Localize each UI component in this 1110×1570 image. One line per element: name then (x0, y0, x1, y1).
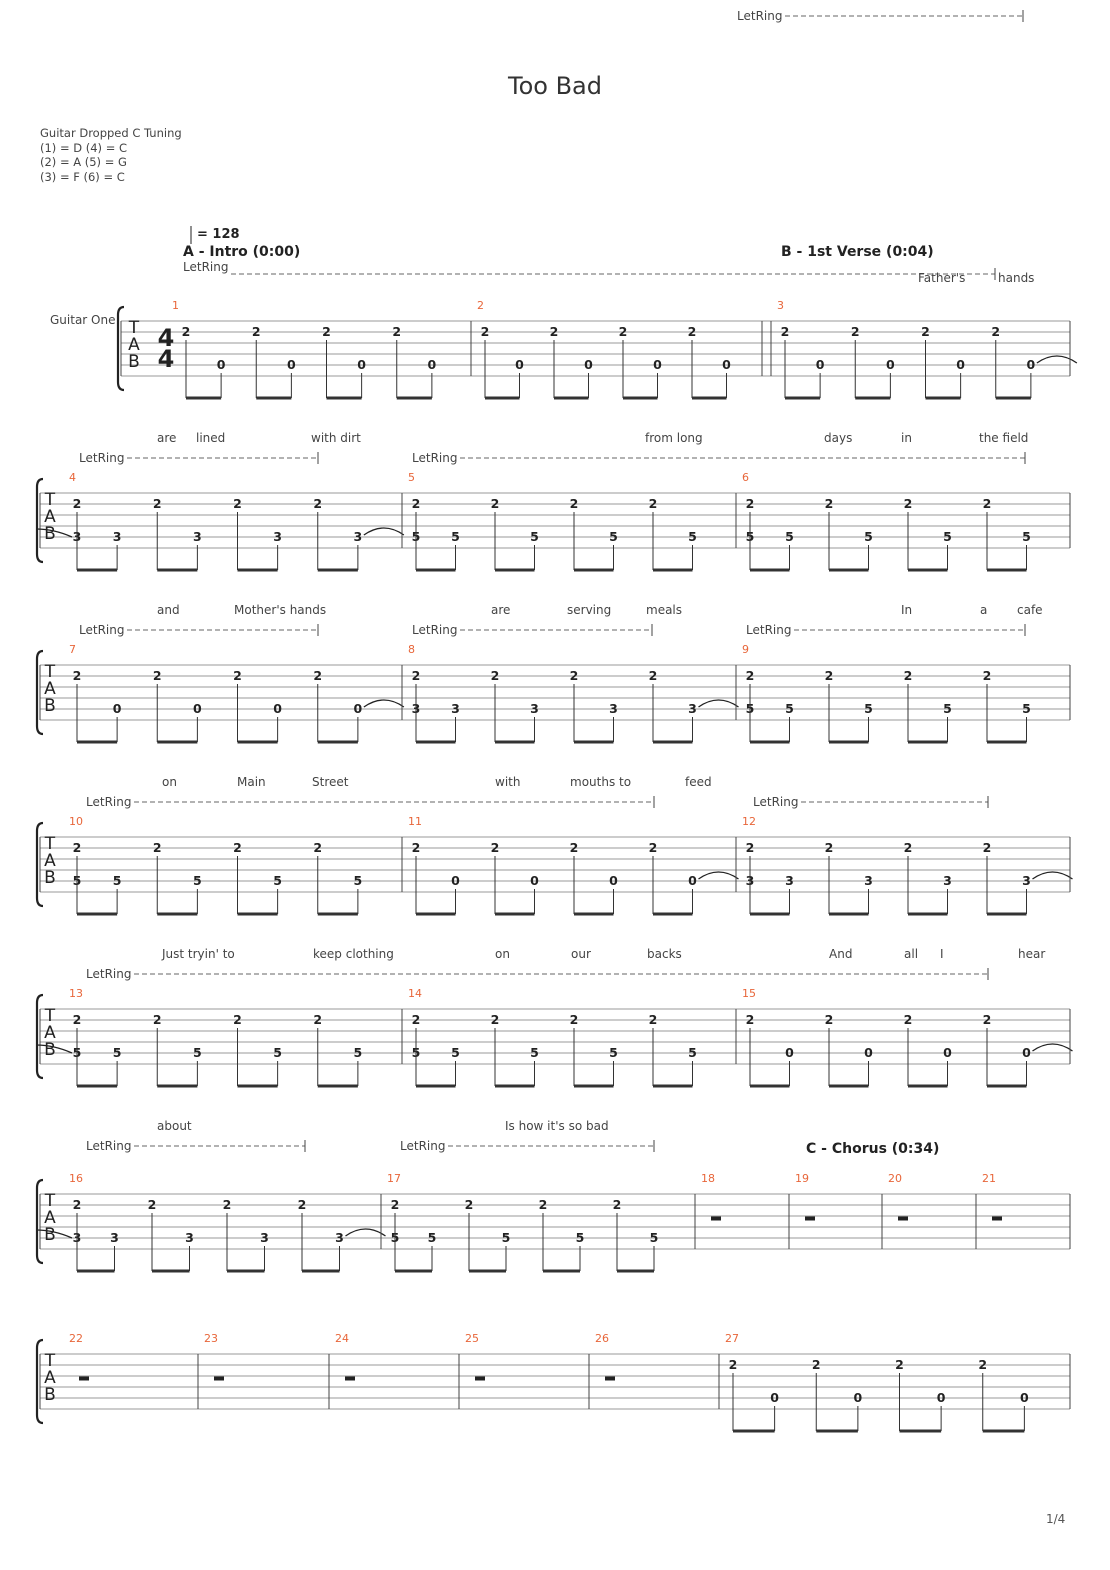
fret-number: 5 (1022, 701, 1031, 716)
fret-number: 2 (991, 324, 1001, 339)
fret-number: 2 (72, 1012, 82, 1027)
fret-number: 3 (273, 529, 282, 544)
measure-number: 11 (408, 815, 422, 828)
fret-number: 0 (353, 701, 363, 716)
lyric-word: on (495, 947, 510, 961)
fret-number: 5 (1022, 529, 1031, 544)
tie-arc (699, 872, 739, 879)
fret-number: 2 (850, 324, 860, 339)
fret-number: 0 (770, 1390, 779, 1405)
fret-number: 0 (530, 873, 539, 888)
fret-number: 0 (216, 357, 226, 372)
lyric-word: the field (979, 431, 1029, 445)
whole-rest (475, 1377, 485, 1381)
whole-rest (898, 1217, 908, 1221)
fret-number: 2 (569, 840, 579, 855)
fret-number: 3 (1022, 873, 1031, 888)
fret-number: 2 (824, 840, 834, 855)
let-ring-label: LetRing (79, 623, 125, 637)
fret-number: 2 (687, 324, 697, 339)
whole-rest (992, 1217, 1002, 1221)
fret-number: 2 (569, 668, 579, 683)
fret-number: 5 (785, 529, 794, 544)
fret-number: 5 (575, 1230, 585, 1245)
fret-number: 0 (609, 873, 618, 888)
tab-clef-letter: A (44, 1023, 56, 1043)
measure-number: 18 (701, 1172, 715, 1185)
measure-number: 24 (335, 1332, 349, 1345)
fret-number: 0 (956, 357, 965, 372)
measure-number: 23 (204, 1332, 218, 1345)
tab-clef-letter: B (128, 352, 140, 372)
time-signature-bottom: 4 (157, 345, 175, 373)
fret-number: 3 (260, 1230, 269, 1245)
fret-number: 2 (390, 1197, 400, 1212)
measure-number: 19 (795, 1172, 809, 1185)
tuning-heading: Guitar Dropped C Tuning (40, 126, 182, 140)
lyric-word: serving (567, 603, 612, 617)
fret-number: 2 (895, 1357, 904, 1372)
fret-number: 3 (185, 1230, 194, 1245)
lyric-word: Street (312, 775, 349, 789)
lyric-word: hands (998, 271, 1035, 285)
fret-number: 5 (609, 529, 618, 544)
whole-rest (805, 1217, 815, 1221)
fret-number: 5 (785, 701, 794, 716)
tab-clef-letter: T (44, 834, 56, 854)
lyric-word: lined (196, 431, 226, 445)
lyric-word: a (980, 603, 988, 617)
lyric-word: are (157, 431, 177, 445)
measure-number: 27 (725, 1332, 739, 1345)
let-ring-label: LetRing (86, 795, 132, 809)
tab-clef-letter: B (44, 1040, 56, 1060)
fret-number: 3 (943, 873, 952, 888)
fret-number: 2 (233, 1012, 242, 1027)
fret-number: 3 (411, 701, 421, 716)
fret-number: 3 (688, 701, 697, 716)
lyric-word: Just tryin' to (162, 947, 235, 961)
fret-number: 0 (785, 1045, 794, 1060)
tab-clef-letter: A (44, 507, 56, 527)
fret-number: 5 (745, 529, 755, 544)
fret-number: 2 (982, 840, 992, 855)
measure-number: 22 (69, 1332, 83, 1345)
lyric-word: our (571, 947, 591, 961)
section-marker: B - 1st Verse (0:04) (781, 244, 934, 260)
let-ring-label: LetRing (79, 451, 125, 465)
fret-number: 5 (451, 1045, 460, 1060)
fret-number: 2 (392, 324, 402, 339)
fret-number: 0 (1026, 357, 1036, 372)
fret-number: 3 (864, 873, 873, 888)
fret-number: 2 (745, 496, 755, 511)
tab-clef-letter: A (44, 679, 56, 699)
fret-number: 2 (152, 668, 162, 683)
fret-number: 5 (943, 701, 952, 716)
lyric-word: in (901, 431, 912, 445)
lyric-word: feed (685, 775, 712, 789)
lyric-word: Is how it's so bad (505, 1119, 609, 1133)
tie-arc (1037, 356, 1077, 363)
fret-number: 2 (72, 496, 82, 511)
time-signature-top: 4 (157, 324, 175, 352)
fret-number: 5 (193, 873, 202, 888)
fret-number: 3 (335, 1230, 344, 1245)
fret-number: 2 (464, 1197, 474, 1212)
fret-number: 0 (815, 357, 825, 372)
lyric-word: with (495, 775, 521, 789)
fret-number: 5 (688, 529, 697, 544)
tab-clef-letter: B (44, 1225, 56, 1245)
fret-number: 2 (313, 1012, 323, 1027)
tab-clef-letter: B (44, 868, 56, 888)
measure-number: 3 (777, 299, 784, 312)
fret-number: 2 (982, 668, 992, 683)
fret-number: 5 (864, 529, 873, 544)
let-ring-label: LetRing (753, 795, 799, 809)
lyric-word: with dirt (311, 431, 361, 445)
tab-clef-letter: A (44, 1368, 56, 1388)
measure-number: 14 (408, 987, 422, 1000)
fret-number: 5 (427, 1230, 437, 1245)
fret-number: 2 (233, 496, 242, 511)
fret-number: 5 (112, 1045, 122, 1060)
tab-clef-letter: A (44, 1208, 56, 1228)
tab-clef-letter: T (44, 662, 56, 682)
fret-number: 2 (181, 324, 191, 339)
fret-number: 2 (903, 840, 913, 855)
fret-number: 5 (649, 1230, 659, 1245)
fret-number: 2 (824, 668, 834, 683)
tab-clef-letter: A (128, 335, 140, 355)
fret-number: 2 (313, 840, 323, 855)
measure-number: 17 (387, 1172, 401, 1185)
let-ring-label: LetRing (737, 9, 783, 23)
fret-number: 2 (233, 840, 242, 855)
fret-number: 2 (648, 496, 658, 511)
measure-number: 7 (69, 643, 76, 656)
fret-number: 0 (427, 357, 437, 372)
fret-number: 3 (451, 701, 460, 716)
tab-clef-letter: T (44, 1351, 56, 1371)
fret-number: 2 (569, 496, 579, 511)
let-ring-label: LetRing (86, 1139, 132, 1153)
fret-number: 5 (745, 701, 755, 716)
measure-number: 20 (888, 1172, 902, 1185)
page-number: 1/4 (1046, 1512, 1066, 1526)
fret-number: 0 (584, 357, 593, 372)
fret-number: 3 (609, 701, 618, 716)
measure-number: 15 (742, 987, 756, 1000)
measure-number: 2 (477, 299, 484, 312)
fret-number: 2 (233, 668, 242, 683)
fret-number: 5 (353, 873, 363, 888)
lyric-word: cafe (1017, 603, 1043, 617)
fret-number: 2 (569, 1012, 579, 1027)
lyric-word: on (162, 775, 177, 789)
fret-number: 5 (609, 1045, 618, 1060)
fret-number: 3 (112, 529, 122, 544)
fret-number: 2 (745, 1012, 755, 1027)
lyric-word: and (157, 603, 180, 617)
fret-number: 2 (648, 1012, 658, 1027)
fret-number: 2 (538, 1197, 548, 1212)
fret-number: 2 (490, 668, 500, 683)
fret-number: 0 (357, 357, 366, 372)
fret-number: 2 (648, 840, 658, 855)
fret-number: 0 (688, 873, 697, 888)
lyric-word: meals (646, 603, 683, 617)
fret-number: 2 (811, 1357, 821, 1372)
measure-number: 8 (408, 643, 415, 656)
fret-number: 2 (549, 324, 559, 339)
fret-number: 3 (530, 701, 539, 716)
fret-number: 0 (515, 357, 524, 372)
fret-number: 5 (273, 873, 282, 888)
fret-number: 2 (297, 1197, 307, 1212)
fret-number: 5 (451, 529, 460, 544)
section-marker: C - Chorus (0:34) (806, 1141, 940, 1157)
fret-number: 0 (273, 701, 282, 716)
section-marker: A - Intro (0:00) (183, 244, 301, 260)
fret-number: 5 (273, 1045, 282, 1060)
fret-number: 2 (903, 1012, 913, 1027)
fret-number: 2 (490, 840, 500, 855)
fret-number: 5 (501, 1230, 511, 1245)
fret-number: 3 (72, 1230, 82, 1245)
lyric-word: about (157, 1119, 192, 1133)
tab-clef-letter: T (44, 1191, 56, 1211)
fret-number: 5 (530, 529, 539, 544)
let-ring-label: LetRing (412, 451, 458, 465)
fret-number: 2 (411, 668, 421, 683)
lyric-word: Mother's hands (234, 603, 327, 617)
fret-number: 5 (390, 1230, 400, 1245)
tie-arc (364, 700, 404, 707)
fret-number: 2 (978, 1357, 988, 1372)
lyric-word: And (829, 947, 853, 961)
fret-number: 5 (530, 1045, 539, 1060)
fret-number: 2 (313, 496, 323, 511)
measure-number: 21 (982, 1172, 996, 1185)
tie-arc (699, 700, 739, 707)
fret-number: 0 (864, 1045, 873, 1060)
fret-number: 0 (112, 701, 122, 716)
fret-number: 0 (1020, 1390, 1029, 1405)
fret-number: 5 (411, 1045, 421, 1060)
fret-number: 3 (745, 873, 755, 888)
whole-rest (214, 1377, 224, 1381)
whole-rest (711, 1217, 721, 1221)
fret-number: 2 (490, 496, 500, 511)
page-title: Too Bad (508, 72, 602, 100)
fret-number: 2 (618, 324, 628, 339)
fret-number: 5 (864, 701, 873, 716)
tempo-marking: = 128 (197, 227, 240, 242)
let-ring-label: LetRing (86, 967, 132, 981)
fret-number: 0 (886, 357, 895, 372)
lyric-word: backs (647, 947, 682, 961)
fret-number: 2 (648, 668, 658, 683)
fret-number: 2 (982, 1012, 992, 1027)
fret-number: 5 (353, 1045, 363, 1060)
fret-number: 0 (653, 357, 662, 372)
let-ring-label: LetRing (183, 260, 229, 274)
tab-clef-letter: A (44, 851, 56, 871)
whole-rest (605, 1377, 615, 1381)
measure-number: 25 (465, 1332, 479, 1345)
tab-clef-letter: T (44, 490, 56, 510)
fret-number: 3 (72, 529, 82, 544)
fret-number: 2 (222, 1197, 232, 1212)
fret-number: 2 (152, 1012, 162, 1027)
fret-number: 3 (353, 529, 363, 544)
fret-number: 0 (943, 1045, 952, 1060)
lyric-word: days (824, 431, 853, 445)
fret-number: 5 (112, 873, 122, 888)
whole-rest (79, 1377, 89, 1381)
fret-number: 2 (824, 1012, 834, 1027)
tuning-line: (3) = F (6) = C (40, 169, 125, 184)
fret-number: 0 (287, 357, 296, 372)
fret-number: 2 (411, 1012, 421, 1027)
measure-number: 13 (69, 987, 83, 1000)
tab-clef-letter: B (44, 696, 56, 716)
lyric-word: Father's (918, 271, 966, 285)
measure-number: 4 (69, 471, 76, 484)
whole-rest (345, 1377, 355, 1381)
lyric-word: mouths to (570, 775, 632, 789)
let-ring-label: LetRing (746, 623, 792, 637)
fret-number: 2 (612, 1197, 622, 1212)
let-ring-label: LetRing (412, 623, 458, 637)
fret-number: 2 (982, 496, 992, 511)
fret-number: 2 (745, 668, 755, 683)
fret-number: 2 (490, 1012, 500, 1027)
tab-clef-letter: B (44, 524, 56, 544)
fret-number: 2 (480, 324, 490, 339)
fret-number: 0 (451, 873, 460, 888)
fret-number: 0 (193, 701, 202, 716)
fret-number: 5 (688, 1045, 697, 1060)
measure-number: 5 (408, 471, 415, 484)
fret-number: 3 (193, 529, 202, 544)
lyric-word: In (901, 603, 913, 617)
tie-arc (1033, 872, 1073, 879)
tab-clef-letter: B (44, 1385, 56, 1405)
fret-number: 0 (722, 357, 731, 372)
fret-number: 2 (903, 496, 913, 511)
lyric-word: are (491, 603, 511, 617)
tie-arc (1033, 1044, 1073, 1051)
measure-number: 10 (69, 815, 83, 828)
tuning-line: (1) = D (4) = C (40, 140, 128, 155)
fret-number: 2 (72, 668, 82, 683)
fret-number: 2 (824, 496, 834, 511)
tab-clef-letter: T (128, 318, 140, 338)
fret-number: 2 (903, 668, 913, 683)
fret-number: 5 (72, 1045, 82, 1060)
fret-number: 5 (411, 529, 421, 544)
fret-number: 2 (921, 324, 930, 339)
fret-number: 5 (943, 529, 952, 544)
tie-arc (346, 1229, 386, 1236)
lyric-word: hear (1018, 947, 1046, 961)
fret-number: 2 (72, 840, 82, 855)
fret-number: 2 (780, 324, 790, 339)
tuning-line: (2) = A (5) = G (40, 155, 127, 169)
fret-number: 0 (936, 1390, 946, 1405)
measure-number: 26 (595, 1332, 609, 1345)
fret-number: 2 (72, 1197, 82, 1212)
lyric-word: all (904, 947, 919, 961)
fret-number: 2 (411, 496, 421, 511)
fret-number: 2 (322, 324, 331, 339)
tie-arc (364, 528, 404, 535)
fret-number: 2 (152, 496, 162, 511)
lyric-word: from long (645, 431, 703, 445)
fret-number: 2 (147, 1197, 157, 1212)
measure-number: 12 (742, 815, 756, 828)
measure-number: 6 (742, 471, 749, 484)
let-ring-label: LetRing (400, 1139, 446, 1153)
lyric-word: Main (237, 775, 266, 789)
fret-number: 0 (853, 1390, 863, 1405)
track-name: Guitar One (50, 313, 116, 327)
tab-clef-letter: T (44, 1006, 56, 1026)
fret-number: 2 (411, 840, 421, 855)
fret-number: 2 (728, 1357, 738, 1372)
fret-number: 3 (785, 873, 794, 888)
lyric-word: keep clothing (313, 947, 394, 961)
fret-number: 5 (193, 1045, 202, 1060)
fret-number: 3 (110, 1230, 119, 1245)
fret-number: 2 (313, 668, 323, 683)
lyric-word: I (940, 947, 944, 961)
measure-number: 1 (172, 299, 179, 312)
measure-number: 9 (742, 643, 749, 656)
fret-number: 2 (251, 324, 261, 339)
fret-number: 5 (72, 873, 82, 888)
measure-number: 16 (69, 1172, 83, 1185)
fret-number: 2 (745, 840, 755, 855)
fret-number: 0 (1022, 1045, 1031, 1060)
fret-number: 2 (152, 840, 162, 855)
